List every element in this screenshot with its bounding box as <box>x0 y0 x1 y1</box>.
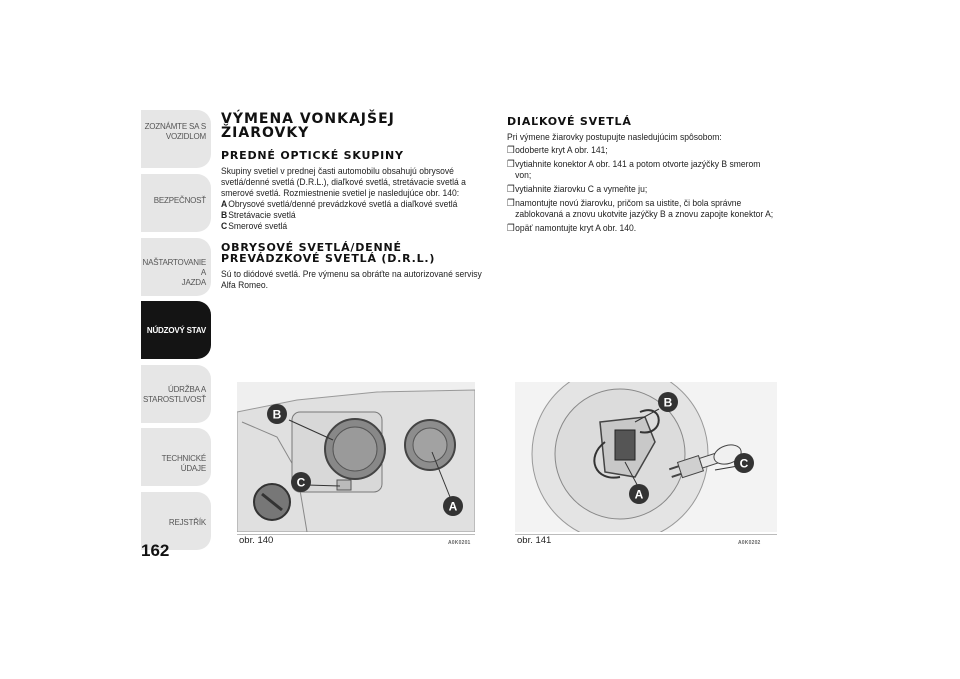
tab-label: BEZPEČNOSŤ <box>153 196 206 205</box>
figure-caption: obr. 140 <box>239 535 274 546</box>
steps-list <box>507 145 779 234</box>
tab-label: TECHNICKÉ ÚDAJE <box>161 454 206 473</box>
divider <box>515 534 777 535</box>
bulb-illustration <box>515 382 777 532</box>
list-item: ❒ vytiahnite žiarovku C a vymeňte ju; <box>507 184 648 195</box>
tab-label: STAROSTLIVOSŤ <box>142 395 206 404</box>
callout-label: B <box>272 407 282 422</box>
figure-caption: obr. 141 <box>517 535 552 546</box>
legend-item: C Smerové svetlá <box>221 221 288 232</box>
figure-140 <box>237 382 475 532</box>
figure-code: A0K0201 <box>448 540 471 546</box>
tab-bezpecnost[interactable] <box>141 174 211 232</box>
tab-label: REJSTŘÍK <box>168 518 206 527</box>
callout-label: B <box>663 395 673 410</box>
figure-code: A0K0202 <box>738 540 761 546</box>
tab-nudzovy-stav[interactable] <box>141 301 211 359</box>
list-item: ❒ namontujte novú žiarovku, pričom sa uistite, či bola správne zablokovaná a znovu ukotvite jazýčky B a znovu zapojte konektor A; <box>507 198 774 220</box>
figure-141 <box>515 382 777 532</box>
headlight-illustration <box>237 382 475 532</box>
page-title: VÝMENA VONKAJŠEJ ŽIAROVKY <box>221 111 395 141</box>
callout-label: C <box>739 456 749 471</box>
list-item: ❒ odoberte kryt A obr. 141; <box>507 145 608 156</box>
section-title: DIAĽKOVÉ SVETLÁ <box>507 115 632 128</box>
section-text: Skupiny svetiel v prednej časti automobilu obsahujú obrysové svetlá/denné svetlá (D.R.L.), diaľkové svetlá, stretávacie svetlá a smerové svetlá. Rozmiestnenie svetiel je nasledujúce obr. 140: <box>221 166 466 199</box>
page-number: 162 <box>141 541 170 560</box>
tab-label: NAŠTARTOVANIE A <box>142 258 206 277</box>
tab-label: ZOZNÁMTE SA S <box>144 122 206 131</box>
right-column <box>507 112 779 234</box>
tab-zoznamte-sa[interactable] <box>141 110 211 168</box>
callout-label: C <box>296 475 306 490</box>
left-column <box>221 112 493 291</box>
legend-item: A Obrysové svetlá/denné prevádzkové svetlá a diaľkové svetlá <box>221 199 458 210</box>
tab-label: NÚDZOVÝ STAV <box>146 326 206 335</box>
tab-label: JAZDA <box>181 278 206 287</box>
section-title: PREDNÉ OPTICKÉ SKUPINY <box>221 149 404 162</box>
intro-text: Pri výmene žiarovky postupujte nasledujúcim spôsobom: <box>507 132 722 143</box>
legend-item: B Stretávacie svetlá <box>221 210 296 221</box>
callout-label: A <box>634 487 644 502</box>
tab-technicke-udaje[interactable] <box>141 428 211 486</box>
tab-nastartovanie[interactable] <box>141 238 211 296</box>
list-item: ❒ vytiahnite konektor A obr. 141 a potom otvorte jazýčky B smerom von; <box>507 159 761 181</box>
tab-label: ÚDRŽBA A <box>168 385 206 394</box>
section-text: Sú to diódové svetlá. Pre výmenu sa obráťte na autorizované servisy Alfa Romeo. <box>221 269 482 291</box>
tab-udrzba[interactable] <box>141 365 211 423</box>
section-title: OBRYSOVÉ SVETLÁ/DENNÉ PREVÁDZKOVÉ SVETLÁ (D.R.L.) <box>221 241 436 265</box>
callout-label: A <box>448 499 458 514</box>
list-item: ❒ opäť namontujte kryt A obr. 140. <box>507 223 637 234</box>
tab-label: VOZIDLOM <box>165 132 206 141</box>
